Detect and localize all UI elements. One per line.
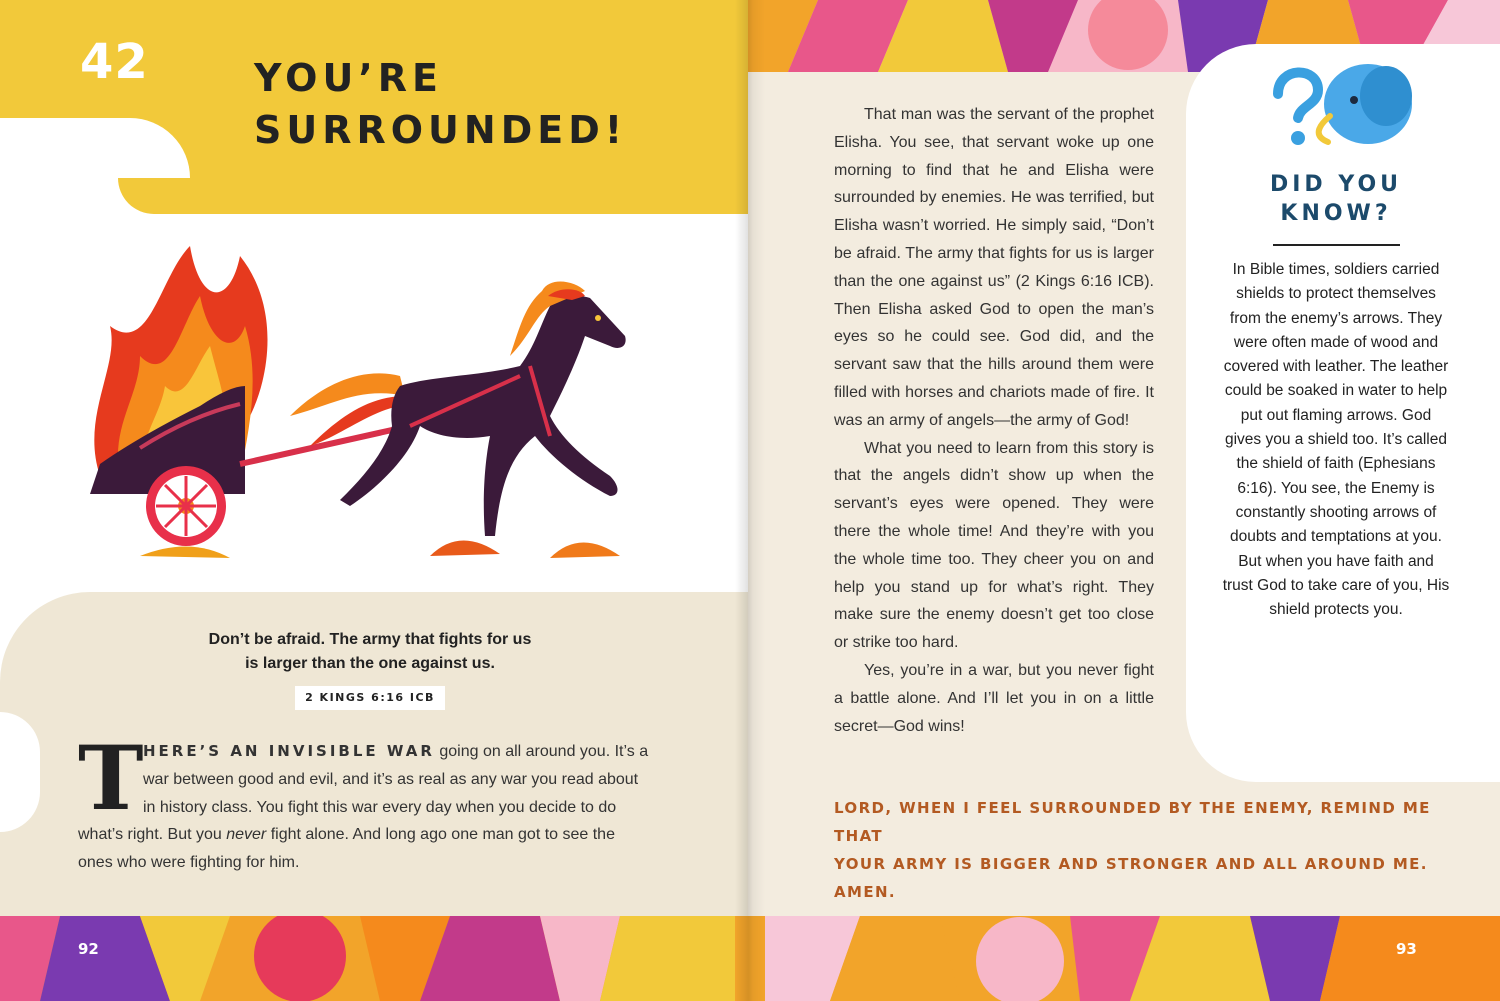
horse-body: [340, 296, 626, 536]
verse-reference: 2 KINGS 6:16 ICB: [295, 686, 445, 710]
page-number-left: 92: [78, 940, 99, 958]
prayer-line: LORD, WHEN I FEEL SURROUNDED BY THE ENEMY, REMIND ME THAT: [834, 799, 1431, 845]
horse-tail: [290, 373, 405, 416]
key-verse-line: is larger than the one against us.: [245, 655, 495, 672]
body-paragraph: That man was the servant of the prophet Elisha. You see, that servant woke up one morning to find that he and Elisha were surrounded by enemies. He was terrified, but Elisha wasn’t worried. He simply said, “Don’t be afraid. The army that fights for us is larger than the one against us” (2 Kings 6:16 ICB). Then Elisha asked God to open the man’s eyes so he could see. God did, and the servant saw that the hills around them were filled with horses and chariots made of fire. It was an army of angels—the army of God!: [834, 106, 1154, 429]
page-number-right: 93: [1396, 940, 1417, 958]
page-title: [254, 52, 627, 156]
body-line: in history class. You fight this war every day when you decide to do: [143, 798, 617, 816]
ground-flame: [430, 540, 500, 556]
body-paragraph: Yes, you’re in a war, but you never fight a battle alone. And I’ll let you in on a little secret—God wins!: [834, 661, 1154, 735]
body-line: ones who were fighting for him.: [78, 854, 300, 872]
horse-eye: [595, 315, 601, 321]
body-line-text: fight alone. And long ago one man got to see the: [266, 826, 615, 844]
body-line-text: going on all around you. It’s a: [434, 743, 649, 760]
title-line-2: SURROUNDED!: [254, 108, 628, 152]
did-you-know-title-line: KNOW?: [1280, 201, 1392, 226]
prayer: [834, 794, 1434, 906]
footer-pattern: [0, 916, 1500, 1001]
key-verse-line: Don’t be afraid. The army that fights for us: [208, 631, 532, 648]
body-line: war between good and evil, and it’s as real as any war you read about: [143, 770, 639, 788]
body-line: [78, 738, 663, 766]
prayer-line: YOUR ARMY IS BIGGER AND STRONGER AND ALL AROUND ME. AMEN.: [834, 855, 1428, 901]
body-line-text: what’s right. But you: [78, 826, 227, 844]
did-you-know-title-line: DID YOU: [1269, 172, 1403, 197]
did-you-know-text: In Bible times, soldiers carried shields to protect themselves from the enemy’s arrows. They were often made of wood and covered with leather. The leather could be soaked in water to help put out flaming arrows. God gives you a shield too. It’s called the shield of faith (Ephesians 6:16). You see, the Enemy is constantly shooting arrows of doubts and temptations at you. But when you have faith and trust God to take care of you, His shield protects you.: [1222, 261, 1450, 619]
emphasis-text: never: [226, 826, 267, 844]
title-line-1: YOU’RE: [254, 56, 443, 100]
key-verse: [180, 628, 560, 676]
body-text-right: [834, 101, 1154, 740]
fiery-chariot-illustration: [80, 236, 660, 566]
question-elephant-icon: [1258, 56, 1418, 156]
chapter-number: 42: [80, 34, 149, 90]
drop-cap: T: [78, 726, 144, 830]
did-you-know-title: [1236, 170, 1436, 228]
body-paragraph: What you need to learn from this story is that the angels didn’t show up when the servant’s eyes were opened. They were there the whole time! And they’re with you the whole time too. They cheer you on and help you stand up for what’s right. They make sure the enemy doesn’t get too close or strike too hard.: [834, 439, 1154, 652]
ground-flame: [140, 546, 230, 558]
lead-in: HERE’S AN INVISIBLE WAR: [143, 742, 435, 760]
sidebar-divider: [1273, 244, 1400, 246]
body-line: [78, 821, 663, 849]
header-curve: [0, 118, 190, 178]
ground-flame: [550, 542, 620, 558]
body-text-left: [78, 726, 663, 877]
